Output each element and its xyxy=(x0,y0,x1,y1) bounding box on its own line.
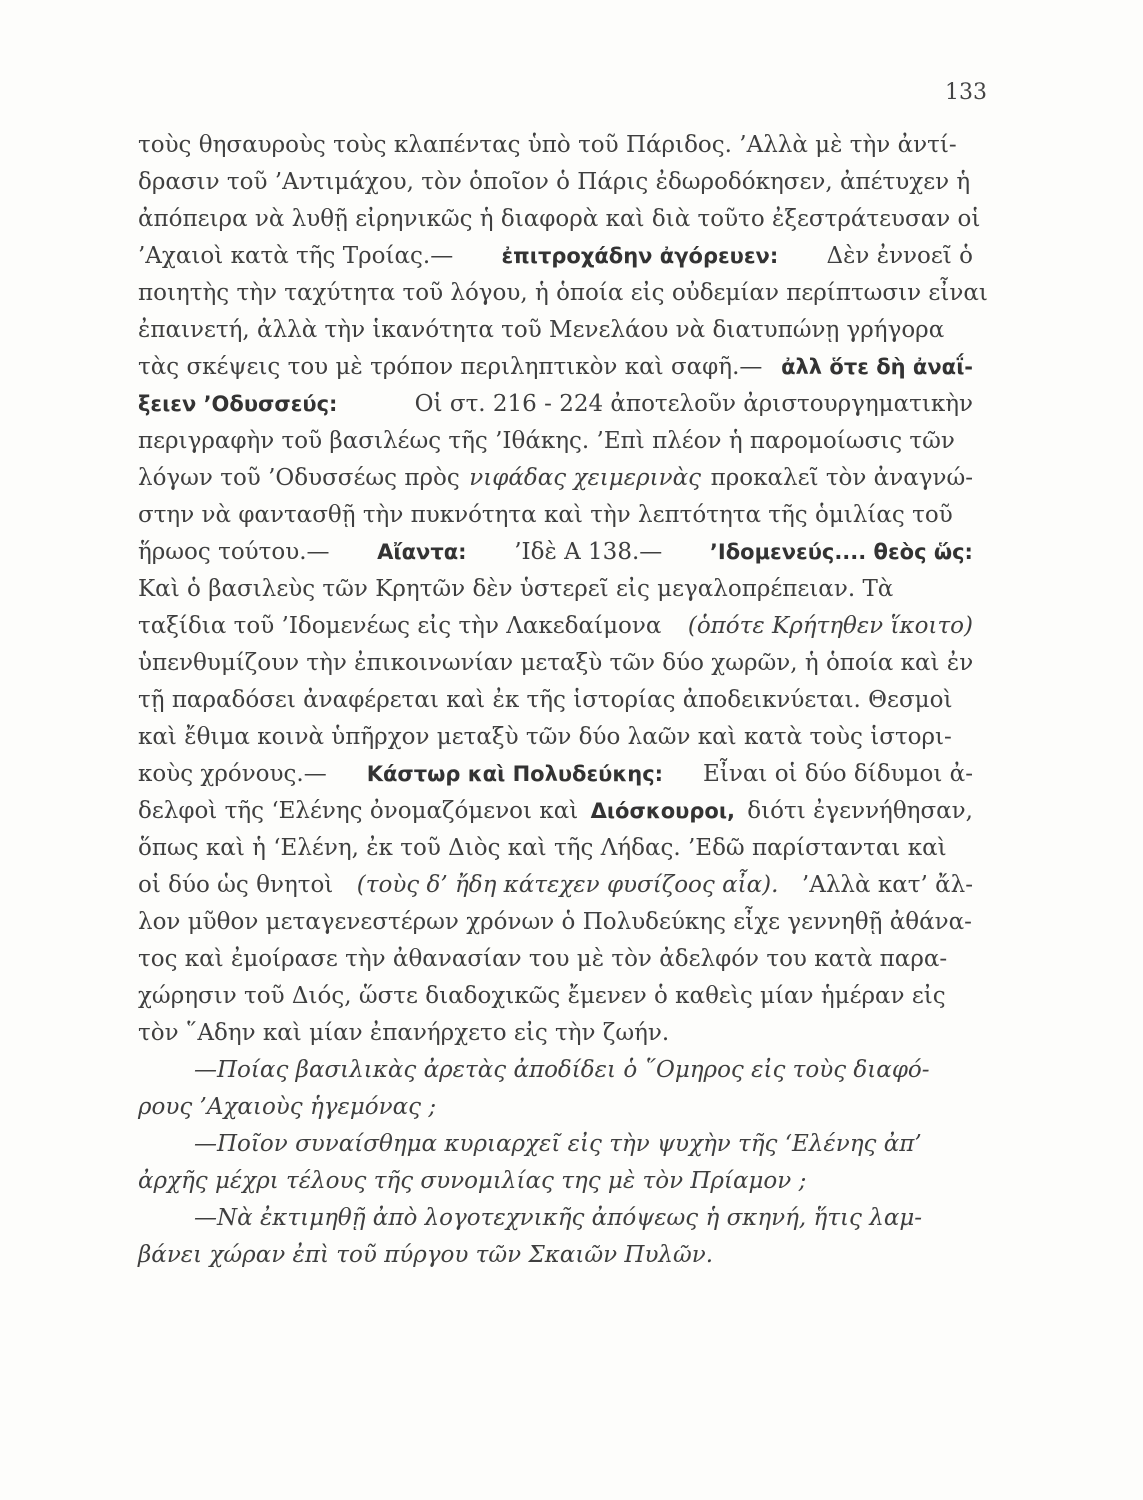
text-line: οἱ δύο ὡς θνητοὶ (τοὺς δ’ ἤδη κάτεχεν φυσίζοος αἶα). ’Αλλὰ κατ’ ἄλ- xyxy=(138,867,973,904)
text-line: δρασιν τοῦ ’Αντιμάχου, τὸν ὁποῖον ὁ Πάρις ἐδωροδόκησεν, ἀπέτυχεν ἡ xyxy=(138,169,971,195)
text-line: τοὺς θησαυροὺς τοὺς κλαπέντας ὑπὸ τοῦ Πάριδος. ’Αλλὰ μὲ τὴν ἀντί- xyxy=(138,132,957,158)
text-line: λόγων τοῦ ’Οδυσσέως πρὸς νιφάδας χειμερινὰς προκαλεῖ τὸν ἀναγνώ- xyxy=(138,460,973,497)
text-line: ὑπενθυμίζουν τὴν ἐπικοινωνίαν μεταξὺ τῶν δύο χωρῶν, ἡ ὁποία καὶ ἐν xyxy=(138,650,974,676)
text-line: τῇ παραδόσει ἀναφέρεται καὶ ἐκ τῆς ἱστορίας ἀποδεικνύεται. Θεσμοὶ xyxy=(138,687,953,713)
quote-italic: νιφάδας χειμερινὰς xyxy=(469,465,702,491)
question-line: ἀρχῆς μέχρι τέλους τῆς συνομιλίας της μὲ τὸν Πρίαμον ; xyxy=(138,1168,807,1194)
question-line: —Νὰ ἐκτιμηθῇ ἀπὸ λογοτεχνικῆς ἀπόψεως ἡ σκηνή, ἥτις λαμ- xyxy=(194,1205,923,1231)
lemma-bold: ξειεν ’Οδυσσεύς: xyxy=(138,392,338,416)
commentary-text xyxy=(138,127,988,1274)
text-line: τὰς σκέψεις του μὲ τρόπον περιληπτικὸν καὶ σαφῆ.— ἀλλ ὅτε δὴ ἀναΐ- xyxy=(138,349,973,386)
text-line: ’Αχαιοὶ κατὰ τῆς Τροίας.— ἐπιτροχάδην ἀγόρευεν: Δὲν ἐννοεῖ ὁ xyxy=(138,238,973,275)
text-line: ἥρωος τούτου.— Αἴαντα: ’Ιδὲ Α 138.— ’Ιδομενεύς.... θεὸς ὥς: xyxy=(138,534,973,571)
text-line: δελφοὶ τῆς ‘Ελένης ὀνομαζόμενοι καὶ Διόσκουροι, διότι ἐγεννήθησαν, xyxy=(138,793,973,830)
quote-italic: (τοὺς δ’ ἤδη κάτεχεν φυσίζοος αἶα). xyxy=(356,872,779,898)
text-line: χώρησιν τοῦ Διός, ὥστε διαδοχικῶς ἔμενεν ὁ καθεὶς μίαν ἡμέραν εἰς xyxy=(138,983,946,1009)
page-number: 133 xyxy=(945,80,987,105)
text-line: ποιητὴς τὴν ταχύτητα τοῦ λόγου, ἡ ὁποία εἰς οὐδεμίαν περίπτωσιν εἶναι xyxy=(138,280,988,306)
lemma-bold: ἀλλ ὅτε δὴ ἀναΐ- xyxy=(781,355,973,379)
text-line: ἀπόπειρα νὰ λυθῇ εἰρηνικῶς ἡ διαφορὰ καὶ διὰ τοῦτο ἐξεστράτευσαν οἱ xyxy=(138,206,981,232)
quote-italic: (ὁπότε Κρήτηθεν ἵκοιτο) xyxy=(687,613,973,639)
text-line: ταξίδια τοῦ ’Ιδομενέως εἰς τὴν Λακεδαίμονα (ὁπότε Κρήτηθεν ἵκοιτο) xyxy=(138,608,973,645)
question-line: —Ποῖον συναίσθημα κυριαρχεῖ εἰς τὴν ψυχὴν τῆς ‘Ελένης ἀπ’ xyxy=(194,1131,922,1157)
lemma-bold: ’Ιδομενεύς.... θεὸς ὥς: xyxy=(709,540,973,564)
question-line: ρους ’Αχαιοὺς ἡγεμόνας ; xyxy=(138,1094,437,1120)
question-line: —Ποίας βασιλικὰς ἀρετὰς ἀποδίδει ὁ ῞Ομηρος εἰς τοὺς διαφό- xyxy=(194,1057,930,1083)
lemma-bold: Κάστωρ καὶ Πολυδεύκης: xyxy=(366,762,664,786)
text-line: τος καὶ ἐμοίρασε τὴν ἀθανασίαν του μὲ τὸν ἀδελφόν του κατὰ παρα- xyxy=(138,946,948,972)
text-line: ἐπαινετή, ἀλλὰ τὴν ἱκανότητα τοῦ Μενελάου νὰ διατυπώνῃ γρήγορα xyxy=(138,317,945,343)
text-line: ὅπως καὶ ἡ ‘Ελένη, ἐκ τοῦ Διὸς καὶ τῆς Λήδας. ’Εδῶ παρίστανται καὶ xyxy=(138,835,947,861)
text-line: Καὶ ὁ βασιλεὺς τῶν Κρητῶν δὲν ὑστερεῖ εἰς μεγαλοπρέπειαν. Τὰ xyxy=(138,576,894,602)
text-line: περιγραφὴν τοῦ βασιλέως τῆς ’Ιθάκης. ’Επὶ πλέον ἡ παρομοίωσις τῶν xyxy=(138,428,955,454)
question-line: βάνει χώραν ἐπὶ τοῦ πύργου τῶν Σκαιῶν Πυλῶν. xyxy=(138,1242,714,1268)
lemma-bold: ἐπιτροχάδην ἀγόρευεν: xyxy=(501,244,779,268)
lemma-bold: Διόσκουροι, xyxy=(590,799,735,823)
text-line: λον μῦθον μεταγενεστέρων χρόνων ὁ Πολυδεύκης εἶχε γεννηθῇ ἀθάνα- xyxy=(138,909,972,935)
text-line: στην νὰ φαντασθῇ τὴν πυκνότητα καὶ τὴν λεπτότητα τῆς ὁμιλίας τοῦ xyxy=(138,502,953,528)
text-line: καὶ ἔθιμα κοινὰ ὑπῆρχον μεταξὺ τῶν δύο λαῶν καὶ κατὰ τοὺς ἱστορι- xyxy=(138,724,952,750)
text-line: τὸν ῞Αδην καὶ μίαν ἐπανήρχετο εἰς τὴν ζωήν. xyxy=(138,1020,670,1046)
text-line: ξειεν ’Οδυσσεύς: Οἱ στ. 216 - 224 ἀποτελοῦν ἀριστουργηματικὴν xyxy=(138,386,973,423)
text-line: κοὺς χρόνους.— Κάστωρ καὶ Πολυδεύκης: Εἶναι οἱ δύο δίδυμοι ἀ- xyxy=(138,756,973,793)
lemma-bold: Αἴαντα: xyxy=(377,540,467,564)
